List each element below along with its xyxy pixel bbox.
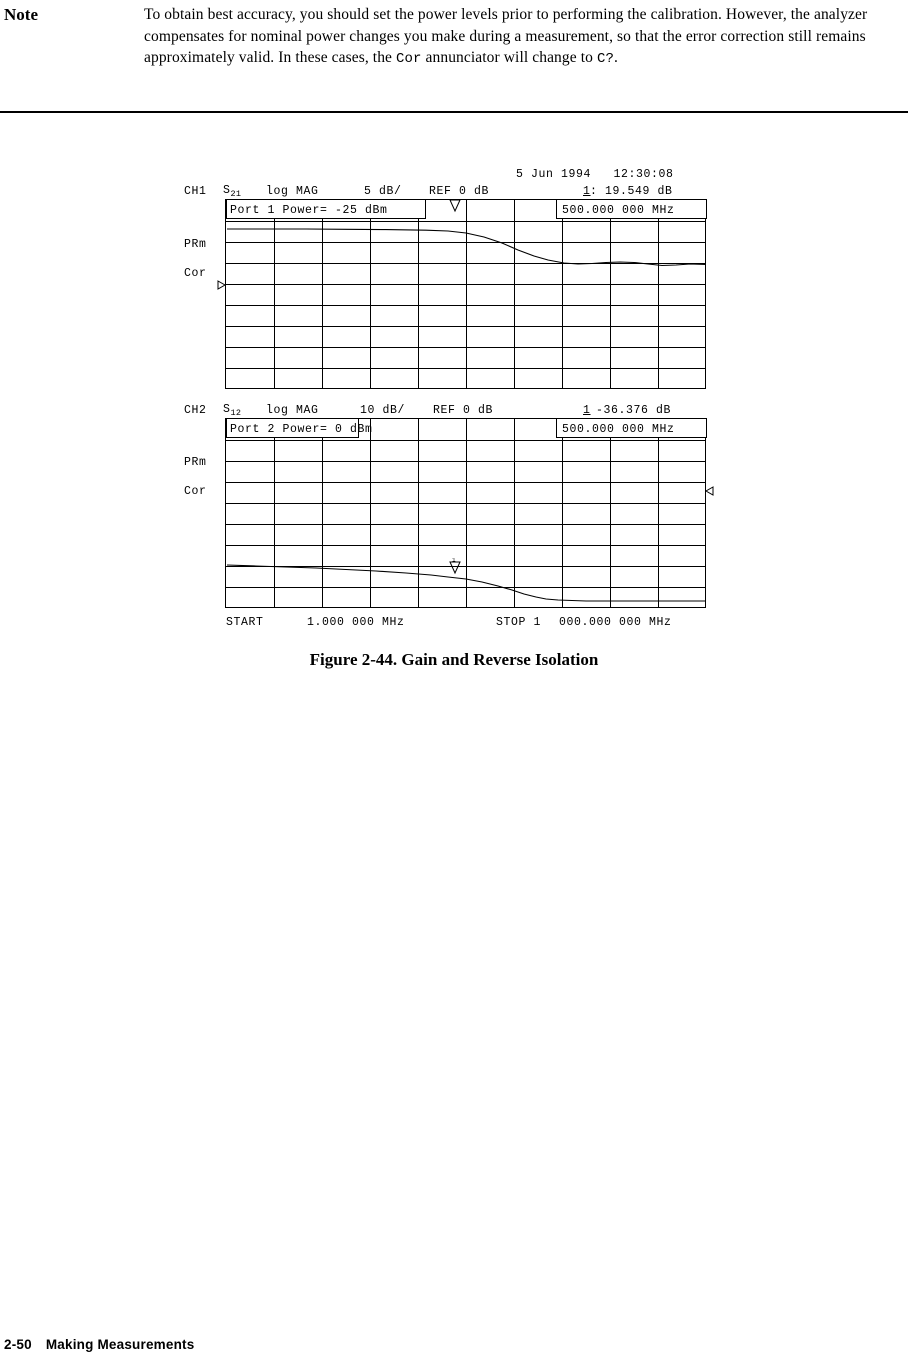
figure-area [0,168,908,669]
ch2-format: log MAG [266,404,319,417]
note-text-part3: . [613,49,618,66]
ch2-marker-icon [448,558,462,576]
ch1-marker-value: : 19.549 dB [590,185,673,198]
sweep-start-value: 1.000 000 MHz [307,616,405,629]
ch1-graticule [225,199,706,389]
ch2-annunciator-prm: PRm [184,456,207,469]
note-text-part2: annunciator will change to [421,49,597,66]
ch1-trace [226,200,707,390]
sweep-start-label: START [226,616,264,629]
page-footer [4,1337,194,1352]
ch2-label: CH2 [184,404,207,417]
ch2-power-note: Port 2 Power= 0 dBm [230,423,373,436]
ch1-marker-icon [448,198,462,214]
ch1-power-note-box [226,199,426,219]
note-label: Note [4,5,38,24]
sweep-stop-label: STOP 1 [496,616,542,629]
ch1-marker-number: 1 [583,185,591,198]
ch1-reference: REF 0 dB [429,185,490,198]
ch1-parameter-letter: S [223,184,231,197]
ch2-marker-freq: 500.000 000 MHz [562,423,675,436]
ch1-scale: 5 dB/ [364,185,402,198]
note-divider [0,111,908,113]
note-text [144,4,902,71]
ch1-reference-indicator-icon [217,280,227,290]
footer-page-number: 2-50 [4,1337,32,1352]
ch2-graticule [225,418,706,608]
screen-timestamp: 5 Jun 1994 12:30:08 [516,168,674,181]
ch1-format: log MAG [266,185,319,198]
note-text-part1: To obtain best accuracy, you should set the power levels prior to performing the calibration. However, the analyzer compensates for nominal power changes you make during a measurement, so that the error correction still remains approximately valid. In these cases, the [144,6,868,66]
note-mono-cor: Cor [396,51,422,67]
svg-text:1: 1 [452,558,457,564]
ch2-scale: 10 dB/ [360,404,406,417]
ch2-parameter-letter: S [223,403,231,416]
ch1-marker-freq: 500.000 000 MHz [562,204,675,217]
ch2-marker-number: 1 [583,404,591,417]
figure-caption: Figure 2-44. Gain and Reverse Isolation [309,650,599,669]
ch2-power-note-box [226,418,373,438]
ch2-reference: REF 0 dB [433,404,494,417]
ch1-marker-freq-box [556,199,707,219]
note-mono-cquestion: C? [596,51,614,67]
ch2-trace [226,419,707,609]
footer-section-title: Making Measurements [45,1337,195,1352]
ch2-annunciator-cor: Cor [184,485,207,498]
ch1-label: CH1 [184,185,207,198]
analyzer-screen [184,168,724,638]
ch1-power-note: Port 1 Power= -25 dBm [230,204,388,217]
note-block [0,0,908,77]
ch2-marker-value: -36.376 dB [596,404,672,417]
sweep-stop-value: 000.000 000 MHz [559,616,672,629]
ch2-reference-indicator-icon [705,486,715,496]
ch1-annunciator-cor: Cor [184,267,207,280]
ch1-annunciator-prm: PRm [184,238,207,251]
ch1-parameter-sub: 21 [230,189,242,199]
ch2-parameter-sub: 12 [230,408,242,418]
ch2-marker-freq-box [556,418,707,438]
